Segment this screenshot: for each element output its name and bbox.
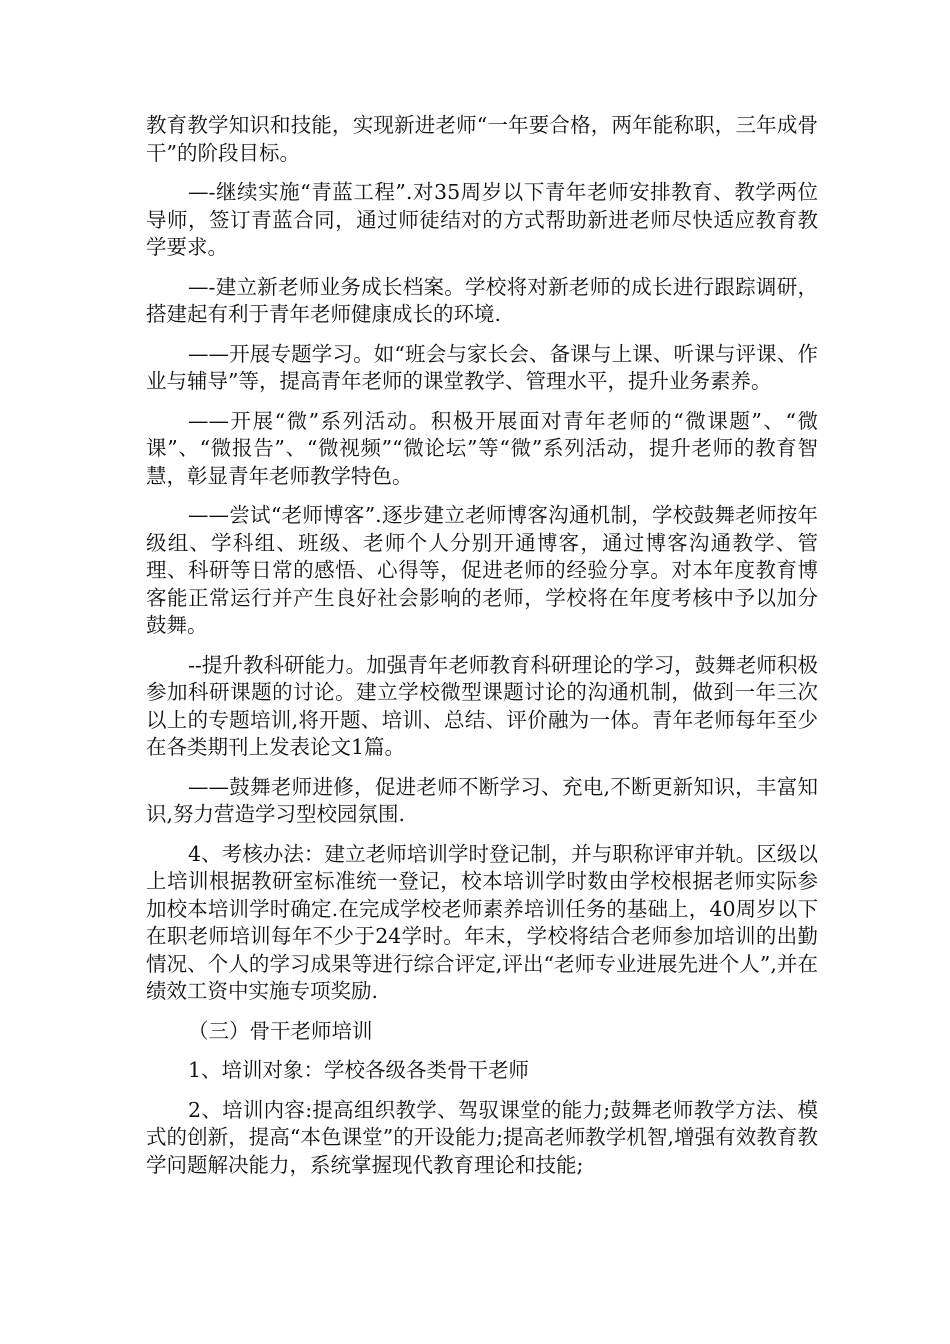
paragraph-micro-activities: ——开展“微”系列活动。积极开展面对青年老师的“微课题”、“微课”、“微报告”、“微视频”“微论坛”等“微”系列活动，提升老师的教育智慧，彰显青年老师教学特色。 — [146, 408, 818, 488]
section-heading-backbone-training: （三）骨干老师培训 — [188, 1018, 373, 1043]
paragraph-continuation: 教育教学知识和技能，实现新进老师“一年要合格，两年能称职，三年成骨干”的阶段目标。 — [146, 113, 818, 165]
document-body — [146, 112, 818, 1191]
paragraph-further-study: ——鼓舞老师进修，促进老师不断学习、充电,不断更新知识，丰富知识,努力营造学习型校园氛围. — [146, 774, 818, 826]
paragraph-research-ability: --提升教科研能力。加强青年老师教育科研理论的学习，鼓舞老师积极参加科研课题的讨论。建立学校微型课题讨论的沟通机制，做到一年三次以上的专题培训,将开题、培训、总结、评价融为一体。青年老师每年至少在各类期刊上发表论文1篇。 — [146, 652, 818, 759]
paragraph-assessment-method: 4、考核办法：建立老师培训学时登记制，并与职称评审并轨。区级以上培训根据教研室标准统一登记，校本培训学时数由学校根据老师实际参加校本培训学时确定.在完成学校老师素养培训任务的基础上，40周岁以下在职老师培训每年不少于24学时。年末，学校将结合老师参加培训的出勤情况、个人的学习成果等进行综合评定,评出“老师专业进展先进个人”,并在绩效工资中实施专项奖励. — [146, 841, 818, 1003]
paragraph-growth-archive: —-建立新老师业务成长档案。学校将对新老师的成长进行跟踪调研，搭建起有利于青年老师健康成长的环境. — [146, 274, 818, 326]
paragraph-training-content: 2、培训内容:提高组织教学、驾驭课堂的能力;鼓舞老师教学方法、模式的创新，提高“本色课堂”的开设能力;提高老师教学机智,增强有效教育教学问题解决能力，系统掌握现代教育理论和技能; — [146, 1097, 818, 1177]
paragraph-training-target: 1、培训对象：学校各级各类骨干老师 — [188, 1058, 530, 1082]
paragraph-qinglan-project: —-继续实施“青蓝工程”.对35周岁以下青年老师安排教育、教学两位导师，签订青蓝合同，通过师徒结对的方式帮助新进老师尽快适应教育教学要求。 — [146, 180, 818, 259]
paragraph-teacher-blog: ——尝试“老师博客”.逐步建立老师博客沟通机制，学校鼓舞老师按年级组、学科组、班级、老师个人分别开通博客，通过博客沟通教学、管理、科研等日常的感悟、心得等，促进老师的经验分享。对本年度教育博客能正常运行并产生良好社会影响的老师，学校将在年度考核中予以加分鼓舞。 — [146, 503, 818, 637]
paragraph-topic-study: ——开展专题学习。如“班会与家长会、备课与上课、听课与评课、作业与辅导”等，提高青年老师的课堂教学、管理水平，提升业务素养。 — [146, 341, 818, 393]
